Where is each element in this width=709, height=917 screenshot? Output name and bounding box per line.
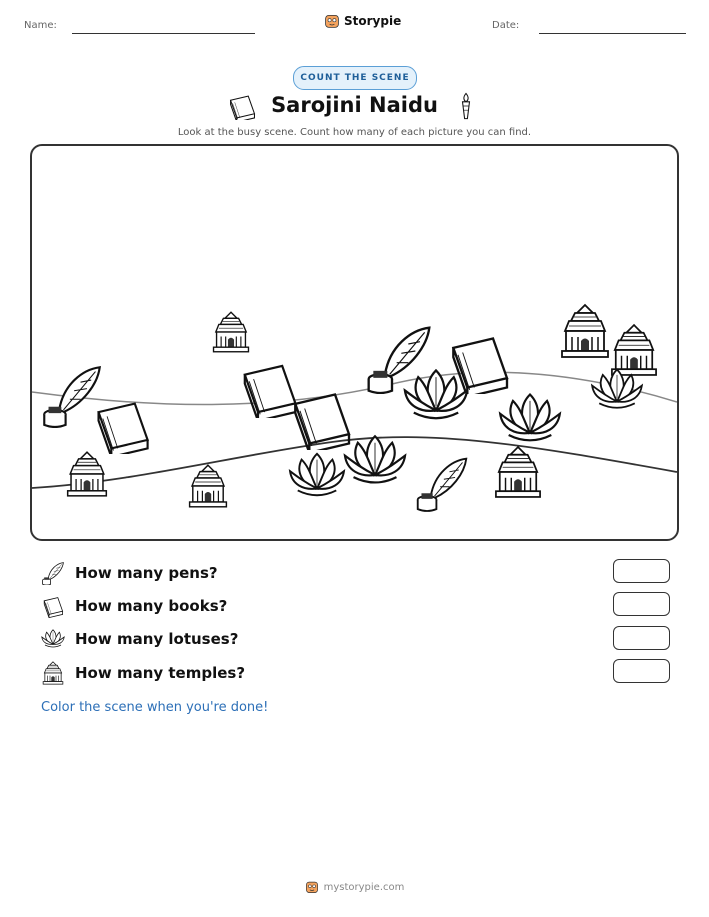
pen-icon [44,367,99,427]
temple-icon [496,447,540,497]
answer-box-books[interactable] [613,592,670,616]
name-field-line[interactable] [72,33,255,34]
question-text: How many lotuses? [75,630,239,648]
book-icon [453,339,507,397]
torch-icon [459,92,473,120]
question-lotuses [41,627,238,651]
temple-icon [190,465,227,507]
site-footer [0,880,709,894]
book-icon [41,594,65,618]
answer-box-temples[interactable] [613,659,670,683]
name-label: Name: [24,20,57,31]
book-icon [245,366,296,421]
instructions: Look at the busy scene. Count how many of each picture you can find. [177,127,532,138]
site-url: mystorypie.com [323,881,405,893]
scene-frame [30,144,679,541]
busy-scene [32,146,677,539]
temple-icon [41,661,65,685]
date-field-line[interactable] [539,33,686,34]
question-pens [41,561,218,585]
pen-icon [418,459,467,511]
storypie-mascot-icon [324,13,340,29]
answer-box-lotuses[interactable] [613,626,670,650]
lotus-icon [500,394,560,440]
brand-logo [324,13,401,29]
lotus-icon [405,370,467,418]
book-icon [99,404,148,457]
question-text: How many books? [75,597,228,615]
date-label: Date: [492,20,520,31]
page-title: Sarojini Naidu [271,93,438,117]
question-temples [41,661,245,685]
question-books [41,594,227,618]
storypie-mascot-icon [305,880,319,894]
pen-icon [41,561,65,585]
brand-name: Storypie [344,14,402,28]
lotus-icon [41,627,65,651]
lotus-icon [345,436,405,482]
temple-icon [68,452,107,496]
question-text: How many temples? [75,664,246,682]
back-hill-line [32,372,677,404]
color-instruction: Color the scene when you're done! [41,700,269,715]
activity-badge: COUNT THE SCENE [293,66,417,90]
question-text: How many pens? [75,564,218,582]
answer-box-pens[interactable] [613,559,670,583]
temple-icon [562,305,608,357]
temple-icon [612,325,656,375]
lotus-icon [290,454,344,495]
temple-icon [214,312,249,352]
